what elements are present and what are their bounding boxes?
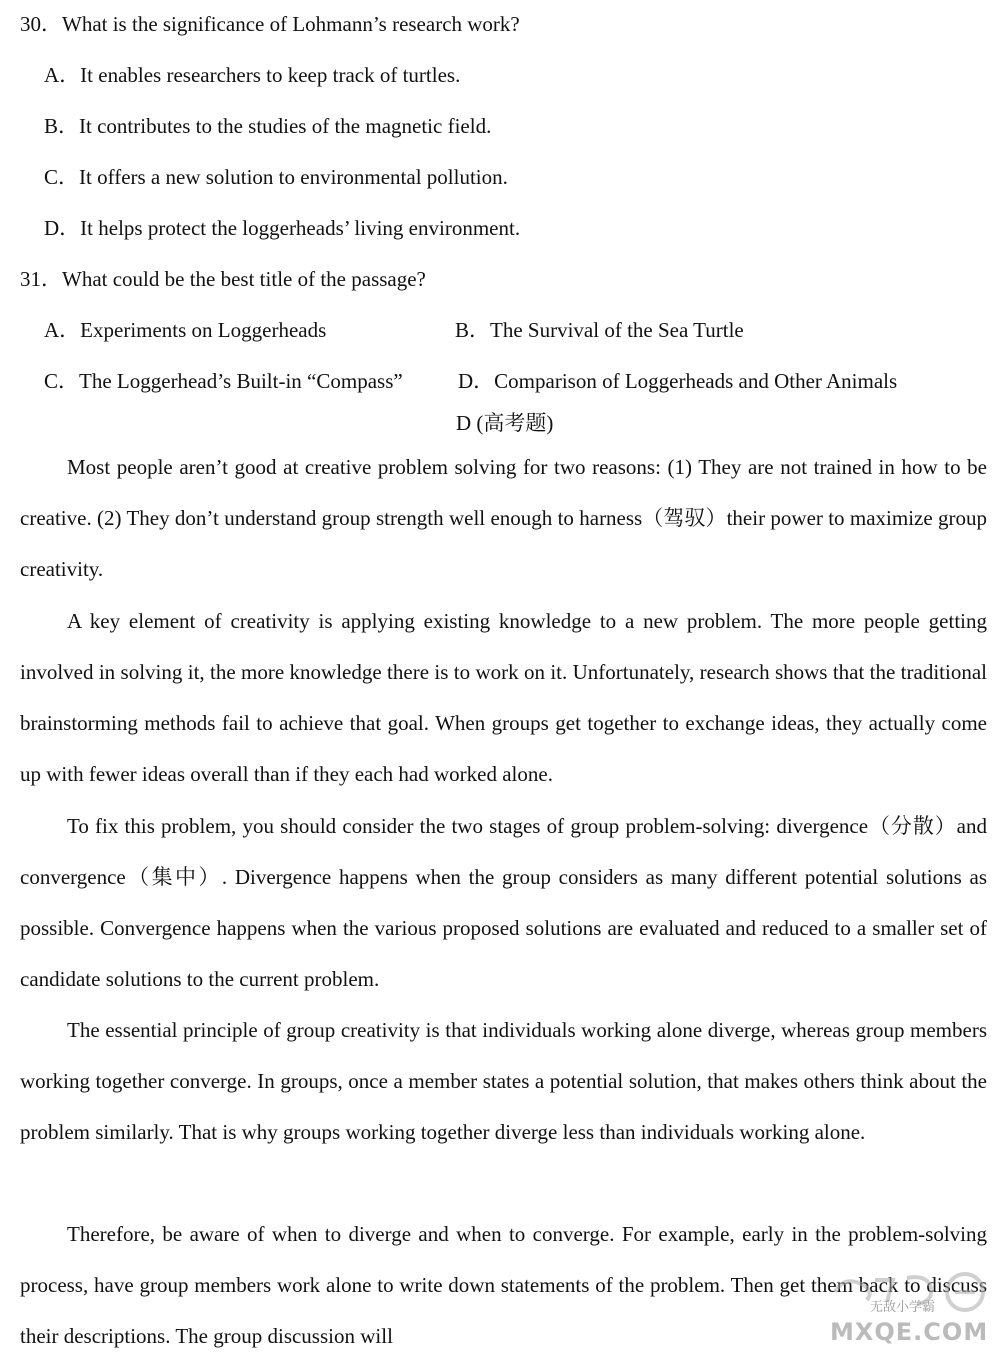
- option-letter: D．: [458, 369, 495, 393]
- question-text: What is the significance of Lohmann’s research work?: [62, 12, 520, 36]
- option-text: The Survival of the Sea Turtle: [490, 318, 744, 342]
- option-text: It enables researchers to keep track of turtles.: [80, 63, 461, 87]
- option-letter: B．: [44, 114, 80, 138]
- option-letter: B．: [455, 318, 491, 342]
- option-text: The Loggerhead’s Built-in “Compass”: [79, 369, 403, 393]
- option-text: It contributes to the studies of the magnetic field.: [79, 114, 492, 138]
- question-number: 31．: [20, 267, 62, 291]
- option-letter: C．: [44, 369, 80, 393]
- option-text: Experiments on Loggerheads: [80, 318, 327, 342]
- option-text: It helps protect the loggerheads’ living environment.: [80, 216, 521, 240]
- passage-paragraph-1: Most people aren’t good at creative problem solving for two reasons: (1) They are not trained in how to be creative. (2) They don’t understand group strength well enough to harness（驾驭）their power to maximize group creativity.: [20, 455, 987, 581]
- question-31-option-d: [458, 369, 897, 393]
- question-30-option-d: [44, 216, 520, 240]
- question-number: 30．: [20, 12, 62, 36]
- passage-paragraph-3: To fix this problem, you should consider the two stages of group problem-solving: divergence（分散）and convergence（集中）. Divergence happens when the group considers as many different potential solutions as possible. Convergence happens when the various proposed solutions are evaluated and reduced to a smaller set of candidate solutions to the current problem.: [20, 814, 987, 991]
- option-text: Comparison of Loggerheads and Other Animals: [494, 369, 898, 393]
- watermark-text: MXQE.COM: [830, 1318, 989, 1346]
- option-letter: A．: [44, 63, 81, 87]
- section-label: D (高考题): [456, 411, 554, 435]
- passage-paragraph-2: A key element of creativity is applying existing knowledge to a new problem. The more people getting involved in solving it, the more knowledge there is to work on it. Unfortunately, research shows that the traditional brainstorming methods fail to achieve that goal. When groups get together to exchange ideas, they actually come up with fewer ideas overall than if they each had worked alone.: [20, 609, 987, 786]
- question-text: What could be the best title of the passage?: [62, 267, 426, 291]
- question-30-option-a: [44, 63, 460, 87]
- question-31-option-c: [44, 369, 403, 393]
- watermark-caption: 无敌小学霸: [870, 1300, 936, 1315]
- option-letter: D．: [44, 216, 81, 240]
- passage-paragraph-5: Therefore, be aware of when to diverge and when to converge. For example, early in the problem-solving process, have group members work alone to write down statements of the problem. Then get them back to discuss their descriptions. The group discussion will: [20, 1222, 987, 1348]
- question-31-option-b: [455, 318, 744, 342]
- option-text: It offers a new solution to environmental pollution.: [79, 165, 508, 189]
- passage-paragraph-4: The essential principle of group creativity is that individuals working alone diverge, whereas group members working together converge. In groups, once a member states a potential solution, that makes others think about the problem similarly. That is why groups working together diverge less than individuals working alone.: [20, 1018, 987, 1144]
- question-30-option-b: [44, 114, 491, 138]
- question-31-stem: [20, 267, 426, 291]
- question-30-stem: [20, 12, 520, 36]
- option-letter: A．: [44, 318, 81, 342]
- question-30-option-c: [44, 165, 508, 189]
- option-letter: C．: [44, 165, 80, 189]
- question-31-option-a: [44, 318, 326, 342]
